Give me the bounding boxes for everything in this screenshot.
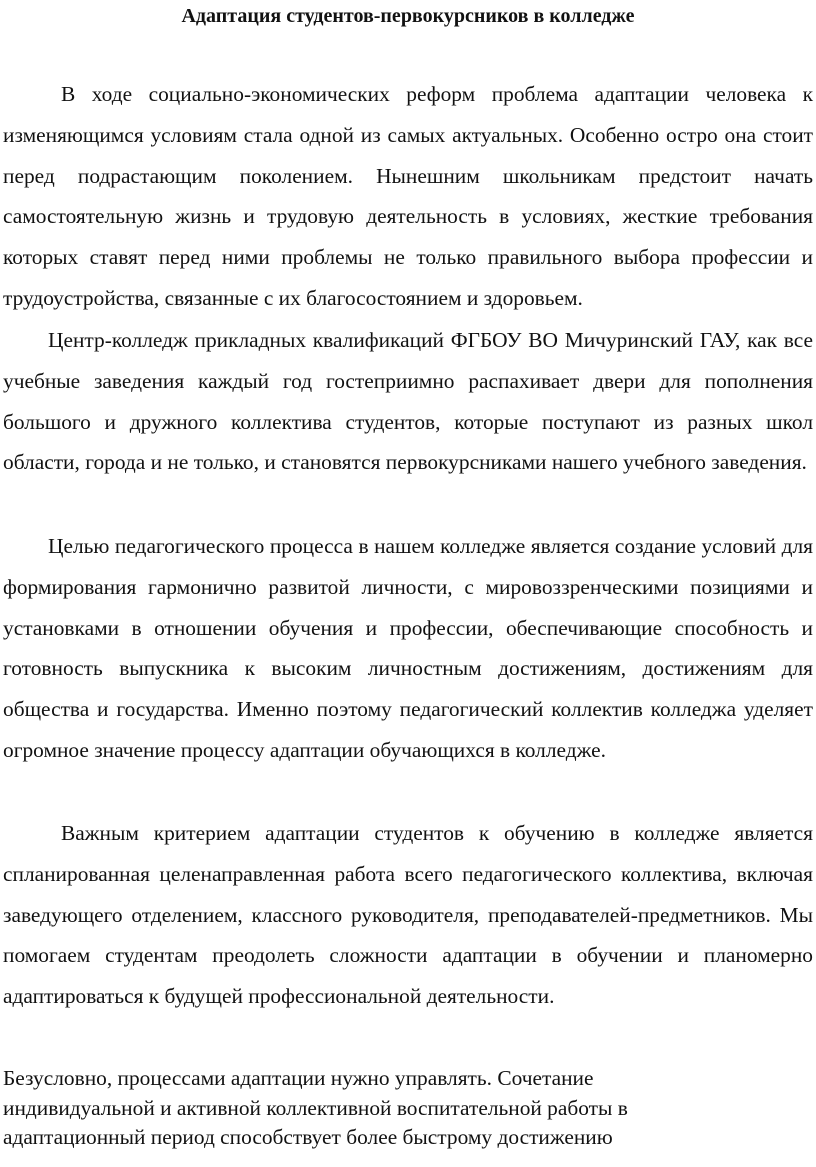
closing-line: Безусловно, процессами адаптации нужно управлять. Сочетание [3, 1066, 594, 1090]
paragraph-goal: Целью педагогического процесса в нашем колледже является создание условий для формирования гармонично развитой личности, с мировоззренческими позициями и установками в отношении обучения и профессии, обеспечивающие способность и готовность выпускника к высоким личностным достижениям, достижениям для общества и государства. Именно поэтому педагогический коллектив колледжа уделяет огромное значение процессу адаптации обучающихся в колледже. [3, 534, 813, 762]
paragraph-college: Центр-колледж прикладных квалификаций ФГБОУ ВО Мичуринский ГАУ, как все учебные заведения каждый год гостеприимно распахивает двери для пополнения большого и дружного коллектива студентов, которые поступают из разных школ области, города и не только, и становятся первокурсниками нашего учебного заведения. [3, 328, 813, 475]
closing-line: индивидуальной и активной коллективной воспитательной работы в [3, 1095, 628, 1120]
closing-line: адаптационный период способствует более быстрому достижению [3, 1125, 613, 1149]
paragraph-criterion: Важным критерием адаптации студентов к обучению в колледже является спланированная целенаправленная работа всего педагогического коллектива, включая заведующего отделением, классного руководителя, преподавателей-предметников. Мы помогаем студентам преодолеть сложности адаптации в обучении и планомерно адаптироваться к будущей профессиональной деятельности. [3, 821, 813, 1009]
paragraph-reforms: В ходе социально-экономических реформ проблема адаптации человека к изменяющимся условиям стала одной из самых актуальных. Особенно остро она стоит перед подрастающим поколением. Нынешним школьникам предстоит начать самостоятельную жизнь и трудовую деятельность в условиях, жесткие требования которых ставят перед ними проблемы не только правильного выбора профессии и трудоустройства, связанные с их благосостоянием и здоровьем. [3, 82, 813, 310]
document-title: Адаптация студентов-первокурсников в колледже [181, 5, 635, 27]
closing-text [3, 1064, 813, 1153]
